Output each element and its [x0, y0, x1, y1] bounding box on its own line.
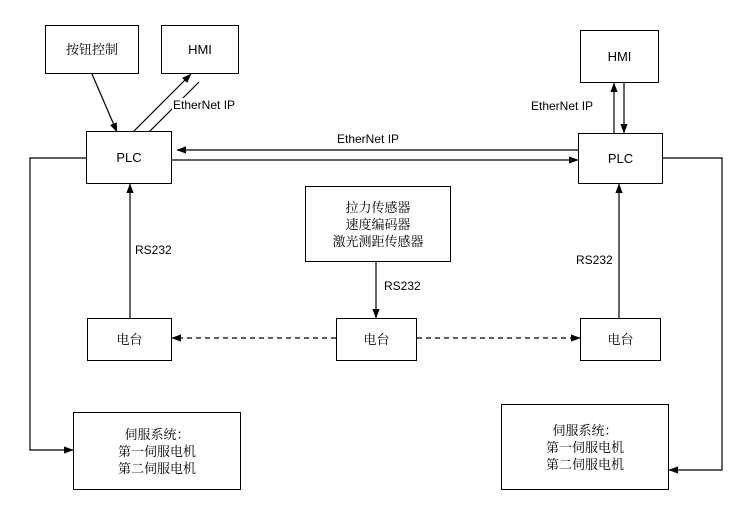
node-radio-center[interactable] — [336, 318, 417, 361]
node-radio-left[interactable] — [87, 318, 172, 361]
node-servo-right-line-3: 第二伺服电机 — [545, 456, 624, 472]
node-radio-right[interactable] — [580, 318, 661, 361]
node-hmi-left[interactable] — [161, 25, 239, 74]
node-radio-right-line-1: 电台 — [607, 332, 634, 347]
node-hmi-left-line-1: HMI — [188, 42, 212, 57]
node-servo-right[interactable] — [501, 404, 669, 490]
edge-label-rs232-center: RS232 — [384, 279, 421, 293]
node-plc-right[interactable] — [578, 133, 663, 184]
node-servo-left-line-1: 伺服系统： — [124, 426, 190, 442]
node-servo-right-line-1: 伺服系统： — [552, 422, 618, 438]
edge-label-ethernet-ip-middle: EtherNet IP — [337, 132, 400, 146]
node-servo-left-line-3: 第二伺服电机 — [117, 460, 196, 476]
node-hmi-right[interactable] — [580, 30, 659, 83]
edge-label-rs232-left: RS232 — [135, 243, 172, 257]
node-radio-center-line-1: 电台 — [363, 332, 390, 347]
node-plc-left[interactable] — [86, 131, 172, 184]
node-sensors-line-2: 速度编码器 — [345, 216, 411, 232]
node-radio-left-line-1: 电台 — [116, 332, 143, 347]
node-sensors[interactable] — [305, 186, 451, 262]
node-button-control-line-1: 按钮控制 — [65, 42, 118, 57]
edge-label-ethernet-ip-left: EtherNet IP — [173, 98, 236, 112]
node-plc-left-line-1: PLC — [116, 150, 142, 165]
node-servo-left[interactable] — [73, 412, 241, 490]
edge-label-ethernet-ip-right: EtherNet IP — [531, 99, 594, 113]
node-servo-left-line-2: 第一伺服电机 — [117, 443, 196, 459]
edge-btncontrol-to-plcleft — [92, 74, 117, 132]
node-button-control[interactable] — [45, 25, 139, 74]
node-hmi-right-line-1: HMI — [607, 49, 632, 64]
node-sensors-line-1: 拉力传感器 — [345, 199, 411, 215]
node-plc-right-line-1: PLC — [607, 151, 634, 166]
edge-label-rs232-right: RS232 — [576, 253, 613, 267]
node-sensors-line-3: 激光测距传感器 — [332, 233, 424, 249]
node-servo-right-line-2: 第一伺服电机 — [545, 439, 624, 455]
edge-plcright-to-servoright — [663, 158, 722, 470]
edge-plcleft-to-servoleft — [30, 158, 86, 450]
